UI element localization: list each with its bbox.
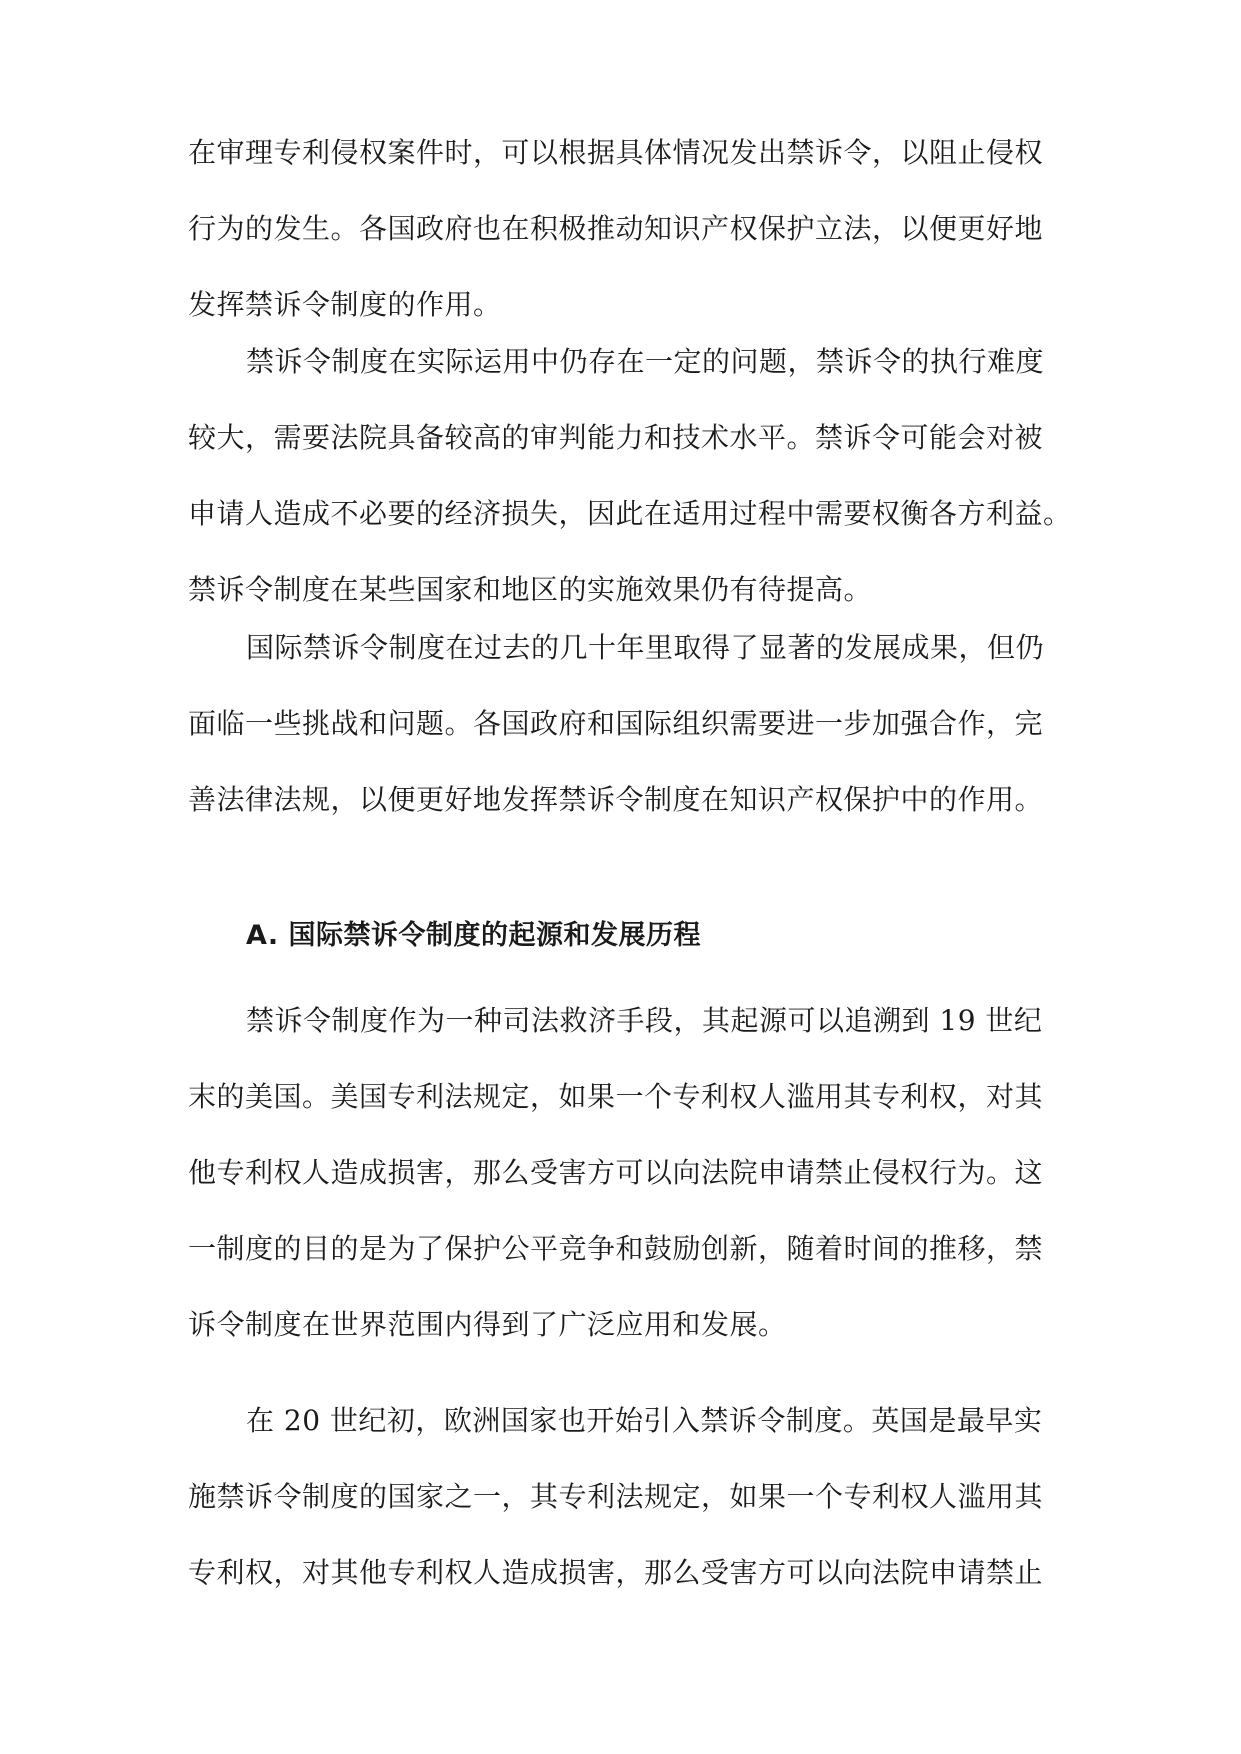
paragraph-line: 禁诉令制度作为一种司法救济手段，其起源可以追溯到 19 世纪	[246, 1004, 1043, 1037]
paragraph-line: 面临一些挑战和问题。各国政府和国际组织需要进一步加强合作，完	[188, 707, 1044, 740]
section-heading: A. 国际禁诉令制度的起源和发展历程	[246, 920, 702, 951]
paragraph-line: 发挥禁诉令制度的作用。	[188, 288, 502, 321]
paragraph-line: 行为的发生。各国政府也在积极推动知识产权保护立法，以便更好地	[188, 212, 1044, 245]
section-paragraph-1	[188, 983, 1068, 1363]
paragraph-line: 他专利权人造成损害，那么受害方可以向法院申请禁止侵权行为。这	[188, 1156, 1044, 1189]
paragraph-line: 专利权，对其他专利权人造成损害，那么受害方可以向法院申请禁止	[188, 1556, 1044, 1589]
paragraph-3	[188, 610, 1068, 838]
paragraph-line: 一制度的目的是为了保护公平竞争和鼓励创新，随着时间的推移，禁	[188, 1232, 1044, 1265]
paragraph-2	[188, 324, 1072, 628]
paragraph-line: 申请人造成不必要的经济损失，因此在适用过程中需要权衡各方利益。	[188, 497, 1072, 530]
paragraph-line: 较大，需要法院具备较高的审判能力和技术水平。禁诉令可能会对被	[188, 421, 1044, 454]
section-paragraph-2	[188, 1383, 1068, 1611]
paragraph-line: 禁诉令制度在实际运用中仍存在一定的问题，禁诉令的执行难度	[246, 345, 1045, 378]
paragraph-line: 国际禁诉令制度在过去的几十年里取得了显著的发展成果，但仍	[246, 631, 1045, 664]
paragraph-line: 在 20 世纪初，欧洲国家也开始引入禁诉令制度。英国是最早实	[246, 1404, 1043, 1437]
paragraph-line: 善法律法规，以便更好地发挥禁诉令制度在知识产权保护中的作用。	[188, 783, 1044, 816]
paragraph-1	[188, 115, 1068, 343]
paragraph-line: 末的美国。美国专利法规定，如果一个专利权人滥用其专利权，对其	[188, 1080, 1044, 1113]
paragraph-line: 禁诉令制度在某些国家和地区的实施效果仍有待提高。	[188, 573, 873, 606]
section-heading-block	[188, 898, 1068, 974]
paragraph-line: 诉令制度在世界范围内得到了广泛应用和发展。	[188, 1308, 787, 1341]
paragraph-line: 施禁诉令制度的国家之一，其专利法规定，如果一个专利权人滥用其	[188, 1480, 1044, 1513]
paragraph-line: 在审理专利侵权案件时，可以根据具体情况发出禁诉令，以阻止侵权	[188, 136, 1044, 169]
